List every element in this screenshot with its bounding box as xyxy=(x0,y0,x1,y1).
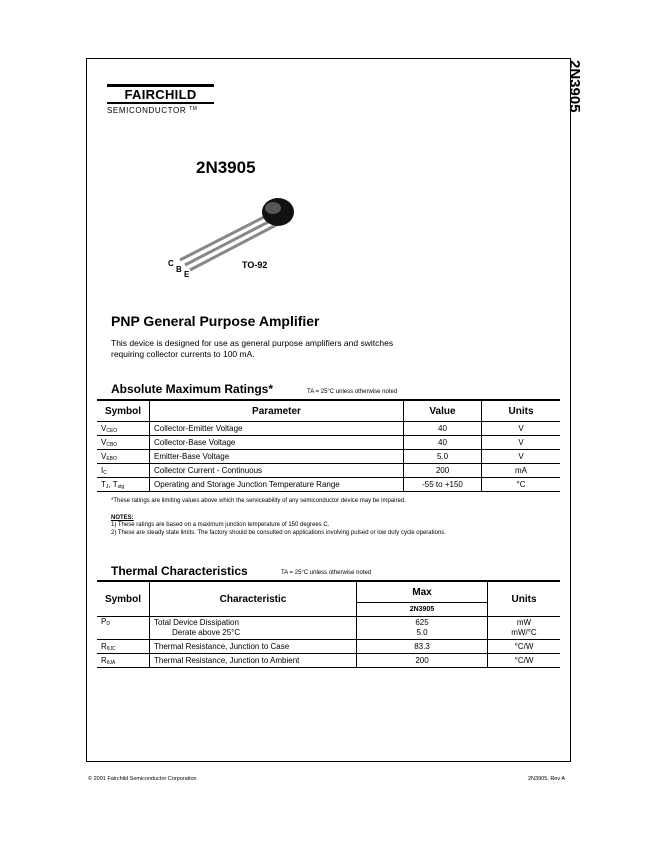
unit-cell xyxy=(488,617,561,640)
value-cell: 40 xyxy=(404,422,482,436)
symbol: R xyxy=(101,641,107,651)
footer-copyright: © 2001 Fairchild Semiconductor Corporation xyxy=(88,776,197,782)
logo-sub xyxy=(107,106,214,115)
side-part-number: 2N3905 xyxy=(566,60,583,113)
thermal-header-row xyxy=(97,581,560,603)
col-symbol: Symbol xyxy=(97,581,150,617)
col-symbol: Symbol xyxy=(97,400,150,422)
max-line-2: 5.0 xyxy=(416,628,428,637)
parameter-cell: Collector-Base Voltage xyxy=(150,436,404,450)
col-units: Units xyxy=(488,581,561,617)
symbol: P xyxy=(101,617,107,626)
part-title: 2N3905 xyxy=(196,158,256,177)
device-description: This device is designed for use as general purpose amplifiers and switches requiring collector currents to 100 mA. xyxy=(111,338,394,359)
symbol-cell xyxy=(97,422,150,436)
col-value: Value xyxy=(404,400,482,422)
symbol-sub: θJC xyxy=(106,645,116,652)
table-row xyxy=(97,422,560,436)
abs-max-header-row xyxy=(97,400,560,422)
unit-cell: °C/W xyxy=(488,654,561,668)
symbol: V xyxy=(101,451,107,461)
characteristic-line-2: Derate above 25°C xyxy=(172,628,241,637)
table-row xyxy=(97,478,560,492)
symbol-sub: D xyxy=(106,621,110,627)
parameter-cell: Collector-Emitter Voltage xyxy=(150,422,404,436)
unit-cell: V xyxy=(482,450,561,464)
col-max: Max xyxy=(357,581,488,603)
value-cell: -55 to +150 xyxy=(404,478,482,492)
symbol: R xyxy=(101,655,107,665)
parameter-cell: Operating and Storage Junction Temperature Range xyxy=(150,478,404,492)
symbol-sub: J xyxy=(105,483,109,490)
thermal-note: TA = 25°C unless otherwise noted xyxy=(281,570,372,576)
package-label: TO-92 xyxy=(242,260,268,270)
col-max-part: 2N3905 xyxy=(357,603,488,617)
col-characteristic: Characteristic xyxy=(150,581,357,617)
table-row xyxy=(97,464,560,478)
symbol-2: , T xyxy=(108,479,118,489)
symbol-sub: EBO xyxy=(106,455,117,462)
table-row xyxy=(97,436,560,450)
value-cell: 5.0 xyxy=(404,450,482,464)
characteristic-cell: Thermal Resistance, Junction to Ambient xyxy=(150,654,357,668)
unit-cell: V xyxy=(482,422,561,436)
parameter-cell: Collector Current - Continuous xyxy=(150,464,404,478)
device-heading: PNP General Purpose Amplifier xyxy=(111,313,320,329)
table-row xyxy=(97,450,560,464)
table-row xyxy=(97,617,560,640)
symbol-cell xyxy=(97,436,150,450)
table-row xyxy=(97,654,560,668)
abs-max-note: TA = 25°C unless otherwise noted xyxy=(307,389,398,395)
symbol: I xyxy=(101,465,104,475)
abs-max-title: Absolute Maximum Ratings* xyxy=(111,382,274,396)
parameter-cell: Emitter-Base Voltage xyxy=(150,450,404,464)
symbol-cell xyxy=(97,640,150,654)
logo-name: FAIRCHILD xyxy=(107,88,214,104)
symbol-sub: CEO xyxy=(106,427,118,434)
abs-max-footnote: *These ratings are limiting values above which the serviceability of any semiconductor device may be impaired. xyxy=(111,498,406,504)
logo-sub-text: SEMICONDUCTOR xyxy=(107,106,187,115)
unit-line-1: mW xyxy=(516,618,532,627)
max-cell xyxy=(357,617,488,640)
note-1: 1) These ratings are based on a maximum junction temperature of 150 degrees C. xyxy=(111,522,330,528)
col-parameter: Parameter xyxy=(150,400,404,422)
unit-cell: V xyxy=(482,436,561,450)
logo-tm: TM xyxy=(189,106,198,112)
symbol-sub: CBO xyxy=(106,441,118,448)
symbol-cell xyxy=(97,464,150,478)
characteristic-cell: Thermal Resistance, Junction to Case xyxy=(150,640,357,654)
thermal-table xyxy=(97,580,560,668)
notes-title: NOTES: xyxy=(111,515,134,521)
value-cell: 40 xyxy=(404,436,482,450)
unit-line-2: mW/°C xyxy=(511,628,537,637)
unit-cell: mA xyxy=(482,464,561,478)
max-cell: 200 xyxy=(357,654,488,668)
symbol: V xyxy=(101,423,107,433)
symbol-sub: θJA xyxy=(106,659,116,666)
col-units: Units xyxy=(482,400,561,422)
to92-package-drawing xyxy=(170,192,310,282)
max-cell: 83.3 xyxy=(357,640,488,654)
symbol-sub: C xyxy=(103,469,107,476)
unit-cell: °C xyxy=(482,478,561,492)
symbol-cell xyxy=(97,654,150,668)
abs-max-table xyxy=(97,399,560,492)
thermal-title: Thermal Characteristics xyxy=(111,564,248,578)
symbol-cell xyxy=(97,617,150,640)
symbol: T xyxy=(101,479,106,489)
pin-e-label: E xyxy=(184,270,190,279)
note-2: 2) These are steady state limits. The factory should be consulted on applications involving pulsed or low duty cycle operations. xyxy=(111,530,446,536)
symbol-cell xyxy=(97,478,150,492)
symbol-sub-2: stg xyxy=(117,483,125,490)
pin-b-label: B xyxy=(176,265,182,274)
characteristic-cell xyxy=(150,617,357,640)
symbol-cell xyxy=(97,450,150,464)
unit-cell: °C/W xyxy=(488,640,561,654)
table-row xyxy=(97,640,560,654)
footer-revision: 2N3905, Rev A xyxy=(528,776,565,782)
fairchild-logo xyxy=(107,84,214,115)
symbol: V xyxy=(101,437,107,447)
value-cell: 200 xyxy=(404,464,482,478)
max-line-1: 625 xyxy=(415,618,429,627)
pin-c-label: C xyxy=(168,259,174,268)
characteristic-line-1: Total Device Dissipation xyxy=(154,618,239,627)
